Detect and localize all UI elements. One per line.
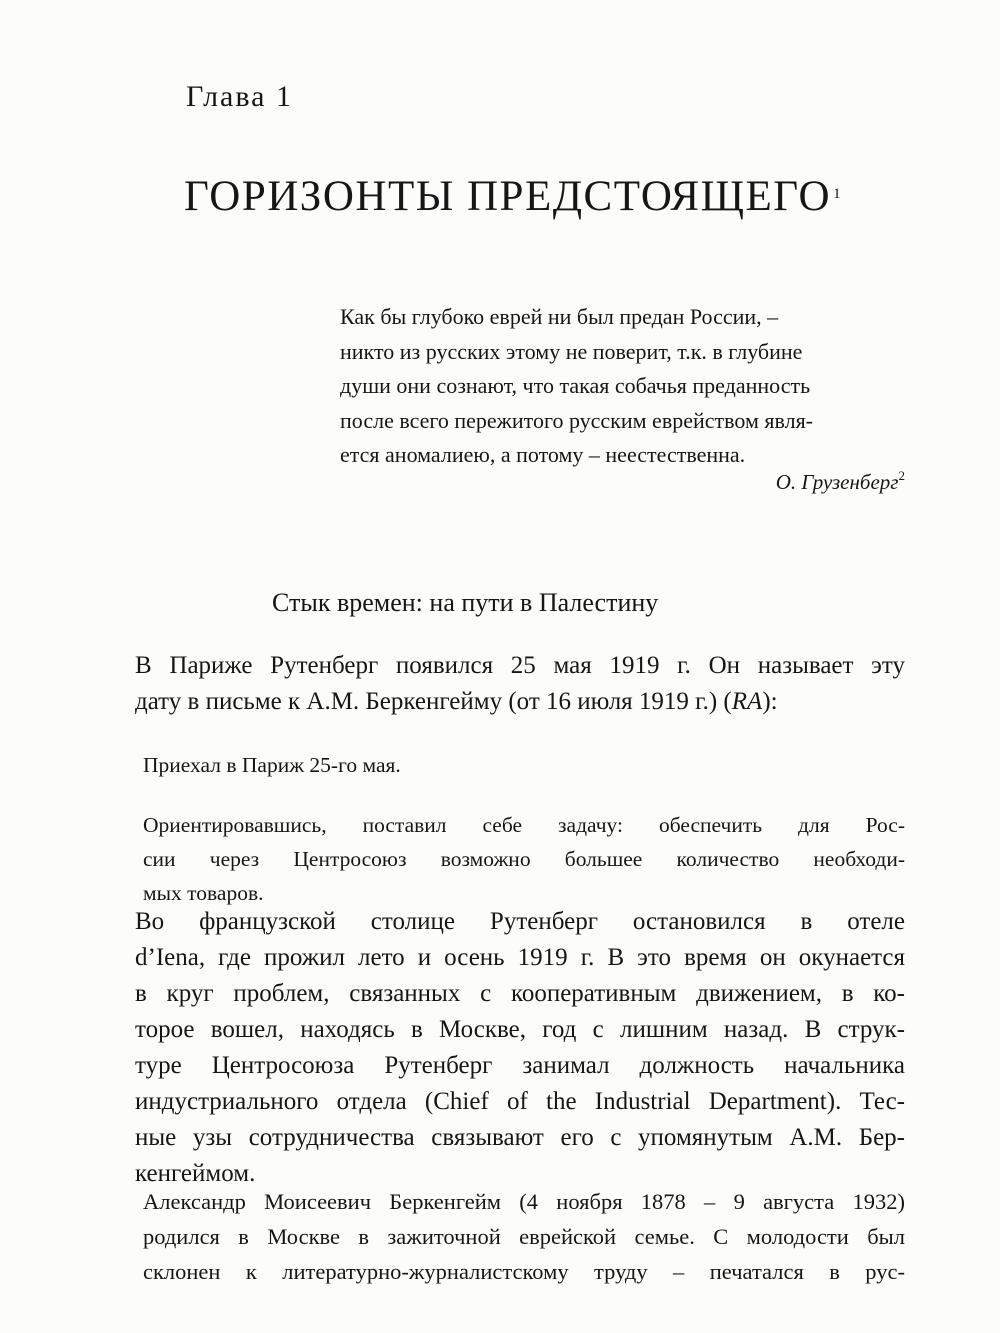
epigraph-line: души они сознают, что такая собачья преданность	[340, 373, 811, 398]
bio-line: Александр Моисеевич Беркенгейм (4 ноября 1878 – 9 августа 1932)	[143, 1189, 905, 1214]
bio-line: склонен к литературно-журналистскому труду – печатался в рус-	[143, 1259, 905, 1284]
biography-note	[143, 1184, 905, 1289]
footnote-ref-1[interactable]: 1	[833, 186, 841, 202]
paragraph-line: d’Iena, где прожил лето и осень 1919 г. В это время он окунается	[135, 944, 905, 971]
letter-quote-first-line	[143, 748, 905, 782]
chapter-title	[184, 172, 841, 221]
epigraph	[340, 300, 910, 473]
footnote-ref-2[interactable]: 2	[898, 468, 905, 483]
quote-line: Приехал в Париж 25-го мая.	[143, 753, 401, 777]
quote-line: Ориентировавшись, поставил себе задачу: обеспечить для Рос-	[143, 813, 905, 837]
quote-line: мых товаров.	[143, 881, 264, 905]
epigraph-line: ется аномалиею, а потому – неестественна.	[340, 442, 746, 467]
paragraph-intro	[135, 648, 905, 720]
epigraph-author-name: О. Грузенберг	[775, 470, 899, 494]
chapter-label: Глава 1	[186, 80, 293, 113]
epigraph-line: никто из русских этому не поверит, т.к. в глубине	[340, 338, 803, 364]
section-title: Стык времен: на пути в Палестину	[272, 588, 659, 617]
paragraph-line: торое вошел, находясь в Москве, год с лишним назад. В струк-	[135, 1016, 905, 1043]
paragraph-line	[135, 684, 905, 720]
bio-line: родился в Москве в зажиточной еврейской семье. С молодости был	[143, 1224, 905, 1249]
epigraph-line: после всего пережитого русским еврейством явля-	[340, 407, 814, 433]
paragraph-line: в круг проблем, связанных с кооперативным движением, в ко-	[135, 980, 905, 1007]
paragraph-text: ):	[762, 688, 778, 715]
paragraph-text: дату в письме к А.М. Беркенгейму (от 16 июля 1919 г.) (	[135, 688, 732, 715]
paragraph-line: туре Центросоюза Рутенберг занимал должность начальника	[135, 1052, 905, 1079]
paragraph-line: Во французской столице Рутенберг остановился в отеле	[135, 908, 905, 935]
quote-line: сии через Центросоюз возможно большее количество необходи-	[143, 847, 905, 871]
epigraph-line: Как бы глубоко еврей ни был предан России, –	[340, 304, 779, 329]
paragraph-line: В Париже Рутенберг появился 25 мая 1919 г. Он называет эту	[135, 652, 905, 679]
archive-abbreviation: RA	[731, 688, 763, 715]
paragraph-line: кенгеймом.	[135, 1160, 256, 1187]
paragraph-line: индустриального отдела (Chief of the Industrial Department). Тес-	[135, 1088, 905, 1115]
paragraph-line: ные узы сотрудничества связывают его с упомянутым А.М. Бер-	[135, 1124, 905, 1151]
epigraph-author	[776, 470, 905, 495]
chapter-title-text: ГОРИЗОНТЫ ПРЕДСТОЯЩЕГО	[184, 173, 832, 220]
letter-quote-body	[143, 808, 905, 910]
paragraph-paris	[135, 904, 905, 1192]
